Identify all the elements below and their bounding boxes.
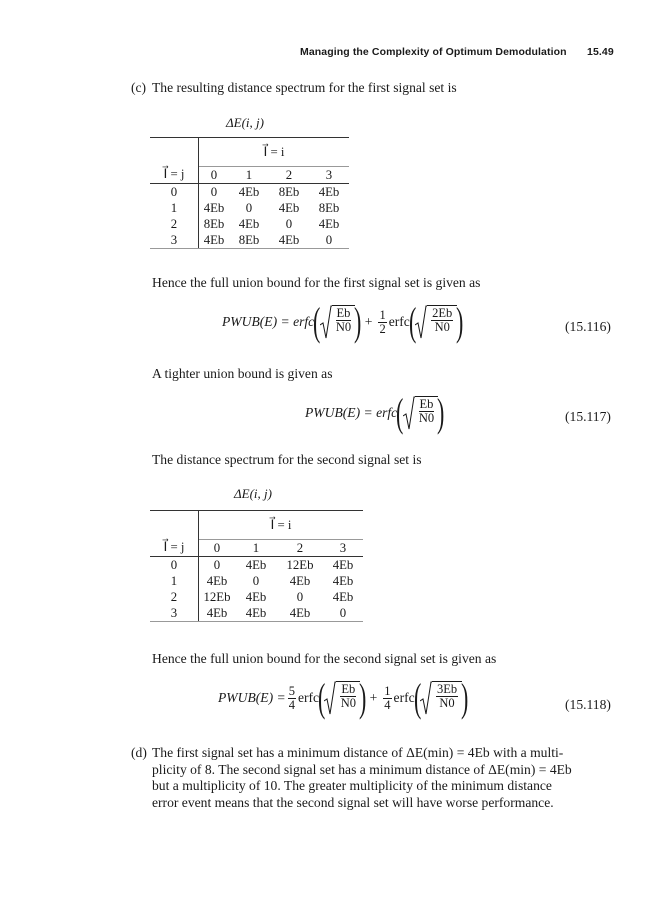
table2-col-label: I⃗ = i bbox=[199, 511, 364, 540]
eq117-number: (15.117) bbox=[565, 409, 611, 424]
eq116-arg2-den: N0 bbox=[434, 320, 450, 334]
table1-col-header: 3 bbox=[309, 167, 349, 184]
table2-row-label: I⃗ = j bbox=[150, 540, 199, 557]
table2-row bbox=[150, 573, 363, 589]
table1-cell: 4Eb bbox=[238, 184, 260, 199]
table2-cell: 0 bbox=[323, 605, 363, 622]
table2-cell: 4Eb bbox=[245, 589, 267, 604]
eq118-sqrt-2 bbox=[420, 681, 462, 715]
part-d-paragraph bbox=[152, 745, 614, 811]
table1-row-index: 1 bbox=[150, 200, 199, 216]
table1-row-index: 3 bbox=[150, 232, 199, 249]
table2-row bbox=[150, 589, 363, 605]
eq117-arg-num: Eb bbox=[419, 397, 434, 411]
text-spectrum-2: The distance spectrum for the second signal set is bbox=[152, 452, 422, 467]
table1-cell: 4Eb bbox=[238, 216, 260, 231]
table2-cell: 4Eb bbox=[332, 589, 354, 604]
table1-caption bbox=[226, 115, 264, 131]
table1-row bbox=[150, 232, 349, 249]
table2-cell: 0 bbox=[296, 589, 304, 604]
text-full-bound-1: Hence the full union bound for the first signal set is given as bbox=[152, 275, 481, 290]
table1-row-label: I⃗ = j bbox=[150, 167, 199, 184]
text-full-bound-2: Hence the full union bound for the second signal set is given as bbox=[152, 651, 497, 666]
distance-spectrum-table-2 bbox=[150, 510, 363, 622]
table1-cell: 4Eb bbox=[278, 200, 300, 215]
table2-col-header: 0 bbox=[199, 540, 236, 557]
table2-col-header: 1 bbox=[235, 540, 277, 557]
table2-cell: 4Eb bbox=[206, 573, 228, 588]
table1-cell: 8Eb bbox=[203, 216, 225, 231]
table2-cell: 12Eb bbox=[203, 589, 231, 604]
table1-cell: 0 bbox=[245, 200, 253, 215]
table1-cell: 4Eb bbox=[203, 200, 225, 215]
table1-row bbox=[150, 216, 349, 232]
part-d-line: but a multiplicity of 10. The greater multiplicity of the minimum distance bbox=[152, 778, 552, 794]
text-tighter-bound: A tighter union bound is given as bbox=[152, 366, 333, 381]
table2-col-header: 2 bbox=[277, 540, 323, 557]
table2-caption-text: ΔE(i, j) bbox=[234, 486, 272, 501]
table2-cell: 4Eb bbox=[245, 557, 267, 572]
eq116-sqrt-2 bbox=[415, 305, 457, 339]
table2-row bbox=[150, 557, 363, 574]
eq117-arg-den: N0 bbox=[418, 411, 435, 425]
page-number: 15.49 bbox=[587, 46, 614, 58]
table1-caption-text: ΔE(i, j) bbox=[226, 115, 264, 130]
table2-cell: 4Eb bbox=[199, 605, 236, 622]
eq118-arg1-den: N0 bbox=[340, 696, 356, 710]
eq118-number: (15.118) bbox=[565, 697, 611, 712]
table1-col-label: I⃗ = i bbox=[199, 138, 350, 167]
table2-row-index: 3 bbox=[150, 605, 199, 622]
eq118-arg2-num: 3Eb bbox=[436, 682, 458, 696]
table1-row bbox=[150, 200, 349, 216]
table1-col-header: 1 bbox=[229, 167, 269, 184]
table2-row bbox=[150, 605, 363, 622]
eq118-arg2-den: N0 bbox=[439, 696, 455, 710]
table1-row-index: 2 bbox=[150, 216, 199, 232]
table1-cell: 8Eb bbox=[318, 200, 340, 215]
table2-corner bbox=[150, 511, 199, 540]
table1-cell: 4Eb bbox=[318, 184, 340, 199]
part-d-line: error event means that the second signal set will have worse performance. bbox=[152, 794, 554, 810]
table2-cell: 4Eb bbox=[277, 605, 323, 622]
eq117-sqrt bbox=[403, 396, 439, 430]
eq116-coef-num: 1 bbox=[379, 307, 386, 322]
part-d-line: The first signal set has a minimum distance of ΔE(min) = 4Eb with a multi- bbox=[152, 745, 564, 760]
eq116-coef-den: 2 bbox=[379, 321, 386, 336]
part-d-line: plicity of 8. The second signal set has a minimum distance of ΔE(min) = 4Eb bbox=[152, 761, 572, 777]
table1-row-index: 0 bbox=[150, 184, 199, 201]
part-c-intro: The resulting distance spectrum for the first signal set is bbox=[152, 80, 457, 95]
eq116-number: (15.116) bbox=[565, 319, 611, 334]
eq116-arg1-den: N0 bbox=[335, 320, 352, 334]
eq118-sqrt-1 bbox=[324, 681, 360, 715]
part-d-label: (d) bbox=[131, 745, 147, 760]
table1-col-header: 2 bbox=[269, 167, 309, 184]
table2-caption bbox=[234, 486, 272, 502]
eq116-arg1-num: Eb bbox=[336, 306, 351, 320]
eq118-coef2-den: 4 bbox=[384, 697, 391, 712]
table2-row-index: 0 bbox=[150, 557, 199, 574]
table2-cell: 4Eb bbox=[332, 557, 354, 572]
table1-cell: 8Eb bbox=[229, 232, 269, 249]
table1-col-header: 0 bbox=[199, 167, 230, 184]
eq118-coef2-num: 1 bbox=[384, 683, 391, 698]
table2-col-header: 3 bbox=[323, 540, 363, 557]
eq116-lhs: PWUB(E) = erfc bbox=[222, 314, 315, 329]
equation-15-117: PWUB(E) = erfc ( $\frac{Eb}{N0}$ ) bbox=[305, 390, 445, 435]
equation-15-116: PWUB(E) = erfc ( $\frac{Eb}{N0}$ ) + $\frac{1}{2}$ erfc ( $\frac{2Eb}{N0}$ ) bbox=[222, 299, 464, 344]
table1-cell: 0 bbox=[285, 216, 293, 231]
running-header-title: Managing the Complexity of Optimum Demodulation bbox=[300, 46, 567, 58]
table2-cell: 0 bbox=[213, 557, 221, 572]
eq118-arg1-num: Eb bbox=[341, 682, 356, 696]
table1-cell: 4Eb bbox=[318, 216, 340, 231]
table1-row bbox=[150, 184, 349, 201]
distance-spectrum-table-1 bbox=[150, 137, 349, 249]
eq118-coef1-den: 4 bbox=[288, 697, 295, 712]
table1-cell: 0 bbox=[309, 232, 349, 249]
table2-cell: 4Eb bbox=[332, 573, 354, 588]
eq116-arg2-num: 2Eb bbox=[432, 306, 453, 320]
table2-cell: 4Eb bbox=[289, 573, 311, 588]
table1-cell: 0 bbox=[210, 184, 218, 199]
eq118-coef1-num: 5 bbox=[288, 683, 295, 698]
eq117-lhs: PWUB(E) = erfc bbox=[305, 405, 398, 420]
table2-row-index: 2 bbox=[150, 589, 199, 605]
table2-cell: 0 bbox=[252, 573, 260, 588]
table1-cell: 4Eb bbox=[199, 232, 230, 249]
equation-15-118: PWUB(E) = $\frac{5}{4}$ erfc ( $\frac{Eb}{N0}$ ) + $\frac{1}{4}$ erfc ( $\frac{3Eb}{N0}$ ) bbox=[218, 675, 469, 720]
table2-row-index: 1 bbox=[150, 573, 199, 589]
table1-cell: 4Eb bbox=[269, 232, 309, 249]
eq116-sqrt-1 bbox=[320, 305, 356, 339]
table1-corner bbox=[150, 138, 199, 167]
part-c-label: (c) bbox=[131, 80, 147, 95]
table1-cell: 8Eb bbox=[278, 184, 300, 199]
table2-cell: 4Eb bbox=[235, 605, 277, 622]
eq118-lhs: PWUB(E) = bbox=[218, 690, 286, 705]
table2-cell: 12Eb bbox=[286, 557, 314, 572]
